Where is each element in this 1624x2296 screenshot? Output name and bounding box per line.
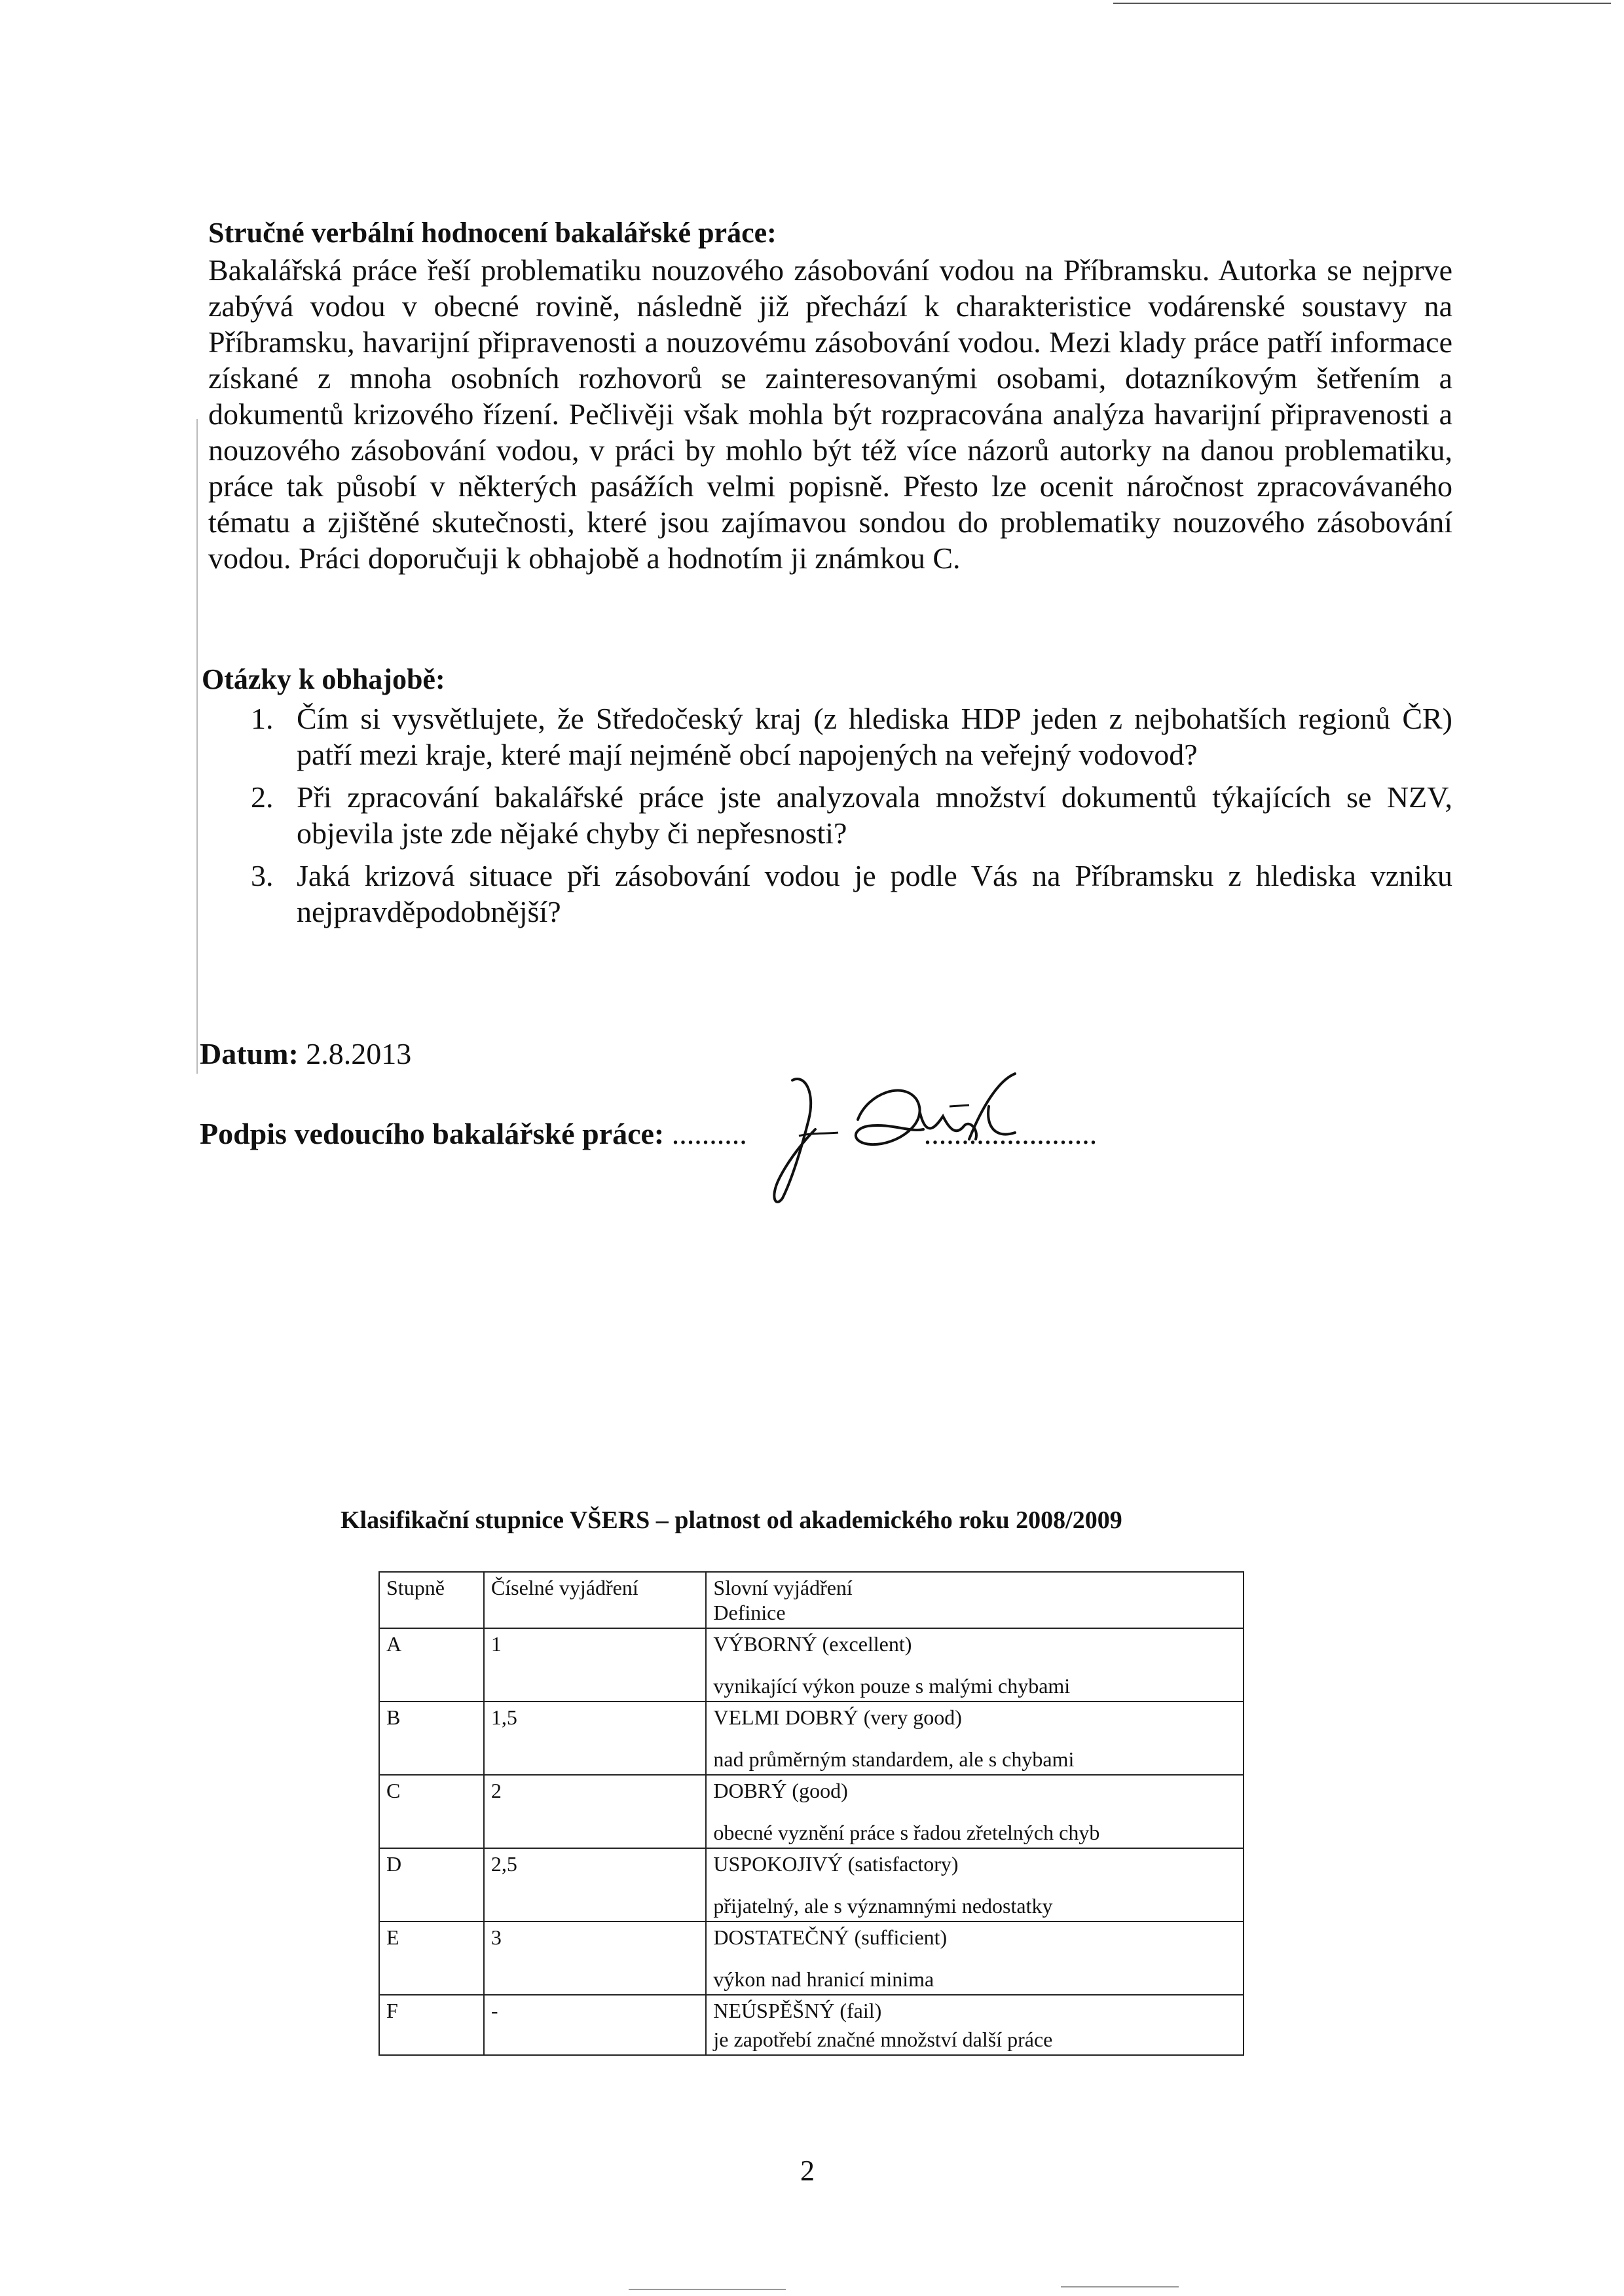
header-verbal (706, 1572, 1244, 1628)
cell-verbal (706, 1848, 1244, 1922)
table-row (379, 1922, 1244, 1995)
table-row (379, 1702, 1244, 1775)
cell-definition: nad průměrným standardem, ale s chybami (713, 1747, 1075, 1771)
cell-verbal-label: USPOKOJIVÝ (satisfactory) (713, 1852, 959, 1876)
table-header-row (379, 1572, 1244, 1628)
cell-definition: obecné vyznění práce s řadou zřetelných chyb (713, 1821, 1100, 1844)
cell-verbal-label: VÝBORNÝ (excellent) (713, 1632, 912, 1656)
cell-numeric: 2 (484, 1775, 707, 1848)
signature-dots-left: .......... (671, 1117, 747, 1150)
cell-verbal (706, 1995, 1244, 2055)
cell-grade: C (379, 1775, 484, 1848)
header-grade: Stupně (379, 1572, 484, 1628)
evaluation-heading: Stručné verbální hodnocení bakalářské práce: (208, 217, 777, 249)
cell-grade: A (379, 1628, 484, 1702)
question-text: Čím si vysvětlujete, že Středočeský kraj (z hlediska HDP jeden z nejbohatších regionů ČR) patří mezi kraje, které mají nejméně obcí napojených na veřejný vodovod? (297, 702, 1452, 771)
question-item (202, 701, 1452, 773)
cell-definition: je zapotřebí značné množství další práce (713, 2028, 1053, 2051)
cell-numeric: - (484, 1995, 707, 2055)
header-verbal-label: Slovní vyjádření (713, 1576, 853, 1599)
signature-dots-right: ....................... (923, 1117, 1098, 1150)
table-row (379, 1995, 1244, 2055)
cell-verbal (706, 1775, 1244, 1848)
cell-numeric: 1 (484, 1628, 707, 1702)
header-definition-label: Definice (713, 1601, 786, 1624)
cell-definition: vynikající výkon pouze s malými chybami (713, 1674, 1071, 1698)
question-text: Jaká krizová situace při zásobování vodou je podle Vás na Příbramsku z hlediska vzniku nejpravděpodobnější? (297, 859, 1452, 928)
cell-verbal-label: DOSTATEČNÝ (sufficient) (713, 1925, 948, 1949)
cell-verbal (706, 1922, 1244, 1995)
grade-table (378, 1571, 1244, 2056)
cell-grade: D (379, 1848, 484, 1922)
cell-numeric: 3 (484, 1922, 707, 1995)
cell-verbal-label: DOBRÝ (good) (713, 1779, 848, 1802)
scale-title: Klasifikační stupnice VŠERS – platnost od akademického roku 2008/2009 (341, 1506, 1122, 1534)
scan-edge-top (1113, 3, 1611, 4)
cell-definition: přijatelný, ale s významnými nedostatky (713, 1894, 1053, 1918)
handwritten-signature (753, 1067, 1054, 1218)
table-row (379, 1848, 1244, 1922)
date-line (200, 1036, 411, 1071)
table-row (379, 1628, 1244, 1702)
cell-verbal-label: NEÚSPĚŠNÝ (fail) (713, 1999, 882, 2022)
cell-grade: E (379, 1922, 484, 1995)
question-number: 2. (251, 780, 274, 814)
cell-verbal (706, 1628, 1244, 1702)
scan-edge-bottom (629, 2289, 786, 2290)
cell-numeric: 2,5 (484, 1848, 707, 1922)
date-label: Datum: (200, 1037, 299, 1070)
date-value: 2.8.2013 (306, 1037, 412, 1070)
question-item (202, 858, 1452, 930)
question-number: 3. (251, 859, 274, 892)
cell-verbal (706, 1702, 1244, 1775)
question-number: 1. (251, 702, 274, 735)
scan-margin-line (196, 419, 198, 1074)
cell-grade: B (379, 1702, 484, 1775)
cell-numeric: 1,5 (484, 1702, 707, 1775)
questions-list (202, 701, 1452, 936)
evaluation-text: Bakalářská práce řeší problematiku nouzového zásobování vodou na Příbramsku. Autorka se nejprve zabývá vodou v obecné rovině, následně již přechází k charakteristice vodárenské soustavy na Příbramsku, havarijní připravenosti a nouzovému zásobování vodou. Mezi klady práce patří informace získané z mnoha osobních rozhovorů se zainteresovanými osobami, dotazníkovým šetřením a dokumentů krizového řízení. Pečlivěji však mohla být rozpracována analýza havarijní připravenosti a nouzového zásobování vodou, v práci by mohlo být též více názorů autorky na danou problematiku, práce tak působí v některých pasážích velmi popisně. Přesto lze ocenit náročnost zpracovávaného tématu a zjištěné skutečnosti, které jsou zajímavou sondou do problematiky nouzového zásobování vodou. Práci doporučuji k obhajobě a hodnotím ji známkou C. (208, 253, 1452, 575)
signature-label: Podpis vedoucího bakalářské práce: (200, 1117, 665, 1150)
scan-edge-bottom-right (1061, 2286, 1179, 2287)
table-row (379, 1775, 1244, 1848)
questions-heading: Otázky k obhajobě: (202, 663, 445, 695)
cell-verbal-label: VELMI DOBRÝ (very good) (713, 1705, 962, 1729)
question-item (202, 779, 1452, 851)
cell-definition: výkon nad hranicí minima (713, 1967, 934, 1991)
question-text: Při zpracování bakalářské práce jste analyzovala množství dokumentů týkajících se NZV, objevila jste zde nějaké chyby či nepřesnosti? (297, 780, 1452, 850)
page-number: 2 (800, 2155, 815, 2187)
header-numeric: Číselné vyjádření (484, 1572, 707, 1628)
cell-grade: F (379, 1995, 484, 2055)
